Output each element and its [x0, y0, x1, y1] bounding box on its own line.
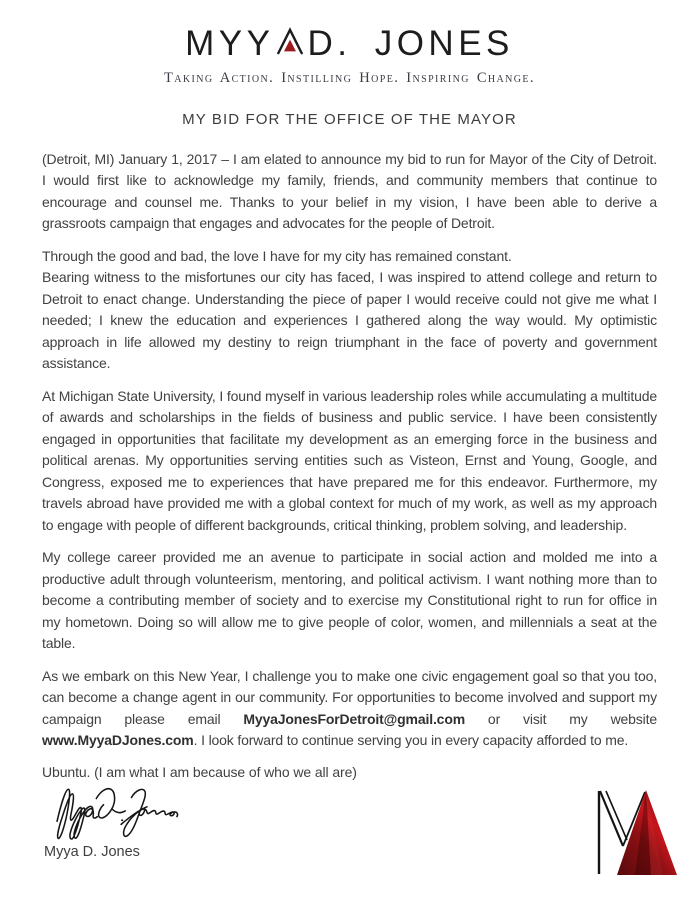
stylized-a-triangle-icon: [276, 26, 304, 63]
closing-line: Ubuntu. (I am what I am because of who we all are): [42, 763, 357, 780]
campaign-logo: [593, 787, 677, 877]
letter-paragraph: [42, 149, 657, 235]
letter-paragraph: [42, 246, 657, 375]
paragraph-text: As we embark on this New Year, I challenge you to make one civic engagement goal so that you too, can become a change agent in our community. For opportunities to become involved and support my campaign please email: [42, 667, 657, 727]
website-url: www.MyyaDJones.com: [42, 732, 194, 749]
signature-scribble-icon: [48, 782, 218, 844]
letter-paragraph: [42, 386, 657, 537]
letterhead: [42, 26, 657, 128]
handwritten-signature: [48, 782, 218, 844]
paragraph-text: . I look forward to continue serving you in every capacity afforded to me.: [193, 732, 629, 749]
paragraph-text: (Detroit, MI) January 1, 2017 – I am elated to announce my bid to run for Mayor of the City of Detroit. I would first like to acknowledge my family, friends, and community members that continue to encourage and counsel me. Thanks to your belief in my vision, I have been able to derive a grassroots campaign that engages and advocates for the people of Detroit.: [42, 150, 657, 232]
paragraph-text: Bearing witness to the misfortunes our city has faced, I was inspired to attend college and return to Detroit to enact change. Understanding the piece of paper I would receive could not give me what I needed; I knew the education and experiences I gathered along the way would. My optimistic approach in life allowed my destiny to reign triumphant in the face of poverty and government assistance.: [42, 269, 657, 372]
paragraph-text: Through the good and bad, the love I have for my city has remained constant.: [42, 247, 512, 264]
brand-wordmark: [42, 26, 657, 63]
letter-body: [42, 149, 657, 752]
brand-name-right: D. JONES: [307, 24, 514, 63]
letter-headline: MY BID FOR THE OFFICE OF THE MAYOR: [182, 110, 517, 128]
signature-printed-name: Myya D. Jones: [44, 843, 140, 860]
letter-paragraph: [42, 547, 657, 655]
letter-paragraph: [42, 666, 657, 752]
paragraph-text: or visit my website: [465, 710, 657, 727]
paragraph-text: At Michigan State University, I found myself in various leadership roles while accumulating a multitude of awards and scholarships in the fields of business and public service. I have been consistently engaged in opportunities that facilitate my development as an emerging force in the business and political arenas. My opportunities serving entities such as Visteon, Ernst and Young, Google, and Congress, exposed me to experiences that have prepared me for this endeavor. Furthermore, my travels abroad have provided me with a global context for much of my work, as well as my approach to engage with people of different backgrounds, critical thinking, problem solving, and leadership.: [42, 387, 657, 533]
brand-tagline: Taking Action. Instilling Hope. Inspiring Change.: [164, 69, 535, 86]
email-address: MyyaJonesForDetroit@gmail.com: [243, 710, 466, 727]
brand-name-left: MYY: [185, 24, 275, 63]
m-monogram-icon: [593, 787, 677, 877]
paragraph-text: My college career provided me an avenue to participate in social action and molded me into a productive adult through volunteerism, mentoring, and political activism. I want nothing more than to become a contributing member of society and to exercise my Constitutional right to run for office in my hometown. Doing so will allow me to give people of color, women, and millennials a seat at the table.: [42, 549, 657, 652]
